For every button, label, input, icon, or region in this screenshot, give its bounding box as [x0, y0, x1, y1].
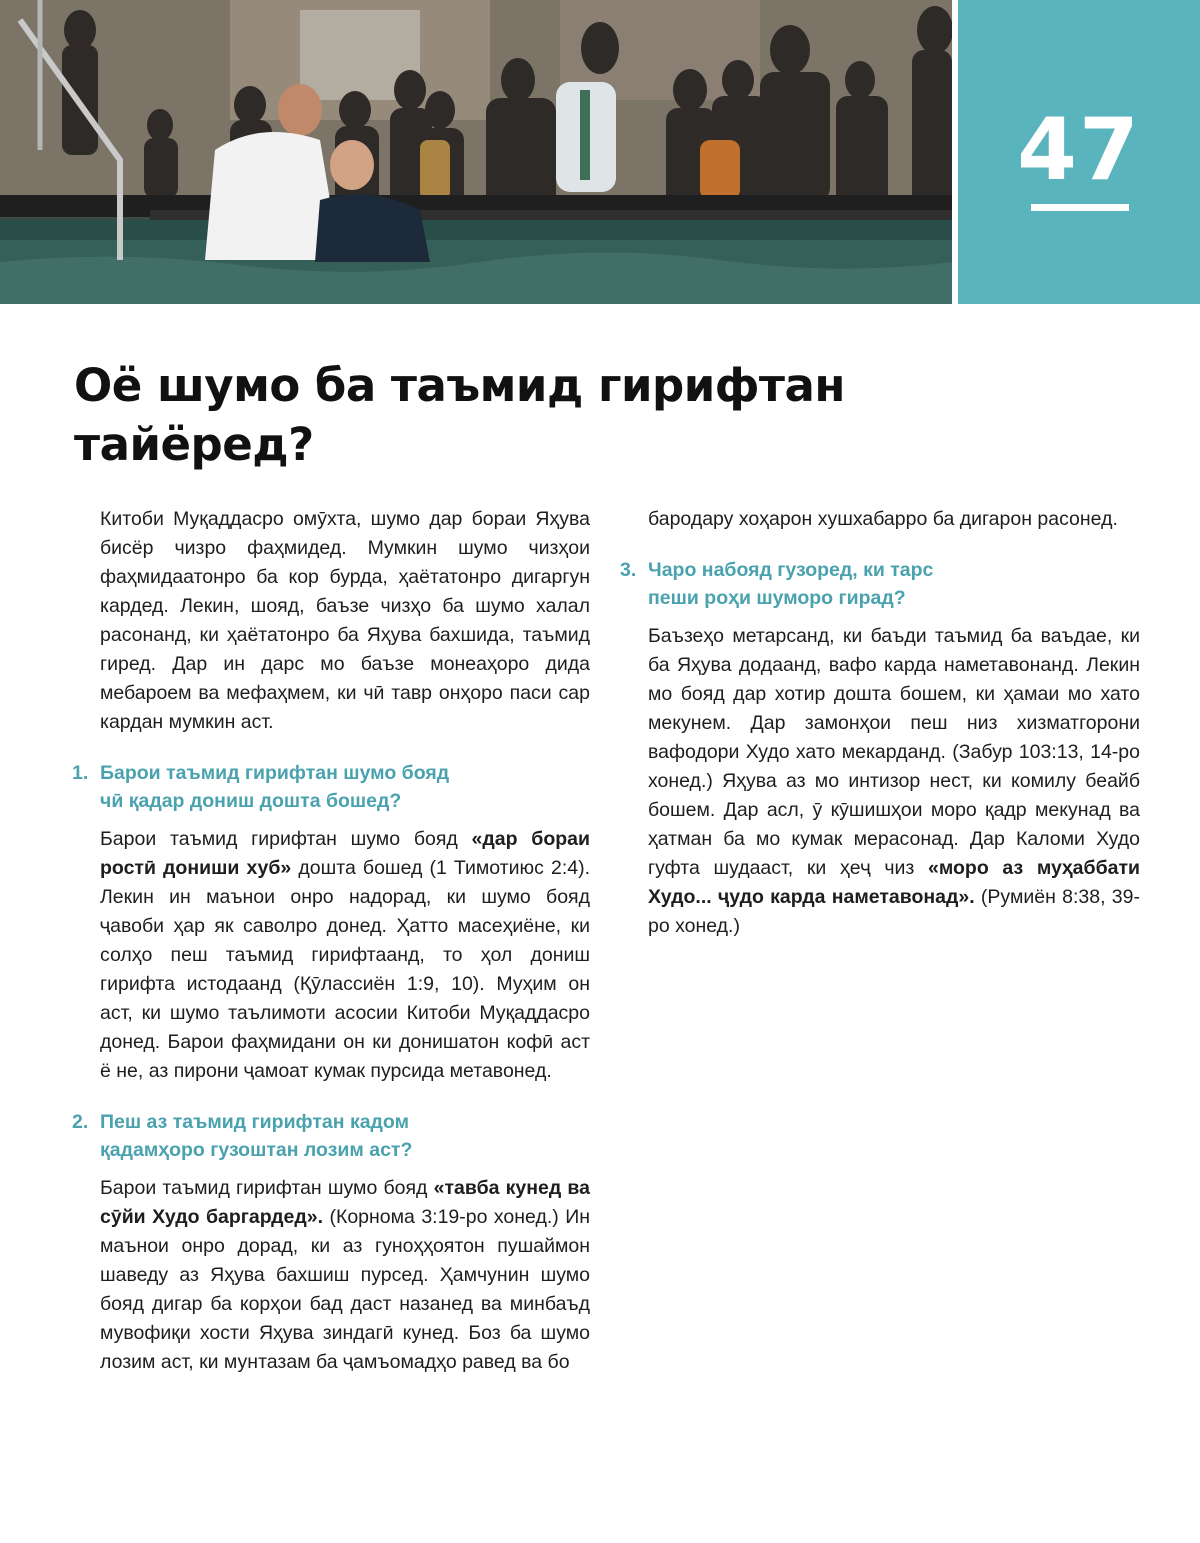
section-2-paragraph [72, 1174, 590, 1377]
baptism-photo-illustration [0, 0, 952, 304]
right-column [620, 505, 1140, 941]
section-2-question-line2: қадамҳоро гузоштан лозим аст? [100, 1139, 413, 1161]
section-2-text-start: Барои таъмид гирифтан шумо бояд [100, 1177, 434, 1199]
section-3-text-start: Баъзеҳо метарсанд, ки баъди таъмид ба ваъдае, ки ба Яҳува додаанд, вафо карда наметавонанд. Лекин мо бояд дар хотир дошта бошем, ки ҳамаи мо хато мекунем. Дар замонҳои пеш низ хизматгорони вафодори Худо хато мекарданд. (Забур 103:13, 14-ро хонед.) Яҳува аз мо интизор нест, ки комилу беайб бошем. Дар асл, ӯ кӯшишҳои моро қадр мекунад ва ҳатман ба мо кумак мерасонад. Дар Каломи Худо гуфта шудааст, ки ҳеҷ чиз [648, 625, 1140, 879]
page-title-line2: тайёред? [74, 418, 314, 471]
section-2-continuation [620, 505, 1140, 534]
section-1-question [72, 759, 590, 815]
section-2-question-line1: Пеш аз таъмид гирифтан кадом [100, 1111, 410, 1133]
hero-photo [0, 0, 952, 304]
lesson-number: 47 [1017, 100, 1141, 200]
section-1-text-start: Барои таъмид гирифтан шумо бояд [100, 828, 472, 850]
section-2-text-end: (Корнома 3:19-ро хонед.) Ин маънои онро дорад, ки аз гуноҳҳоятон пушаймон шаведу аз Яҳува бахшиш пурсед. Ҳамчунин шумо бояд дигар ба корҳои бад даст назанед ва минбаъд мувофиқи хости Яҳува зиндагӣ кунед. Боз ба шумо лозим аст, ки мунтазам ба ҷамъомадҳо равед ва бо [100, 1206, 590, 1373]
section-3-text-end: (Румиён 8:38, 39-ро хонед.) [648, 886, 1140, 937]
section-3-paragraph [620, 622, 1140, 941]
section-2-number: 2. [72, 1111, 89, 1133]
section-1-question-line1: Барои таъмид гирифтан шумо бояд [100, 762, 450, 784]
section-1-scripture-quote: «дар бораи ростӣ дониши хуб» [100, 828, 590, 879]
section-1-text-end: дошта бошед (1 Тимотиюс 2:4). Лекин ин маънои онро надорад, ки шумо бояд ҷавоби ҳар як саволро донед. Ҳатто масеҳиёне, ки солҳо пеш таъмид гирифтаанд, то ҳол дониш гирифта истодаанд (Қӯлассиён 1:9, 10). Муҳим он аст, ки шумо таълимоти асосии Китоби Муқаддасро донед. Барои фаҳмидани он ки донишатон кофӣ аст ё не, аз пирони ҷамоат кумак пурсида метавонед. [100, 857, 590, 1082]
section-1-paragraph [72, 825, 590, 1086]
section-1-question-line2: чӣ қадар дониш дошта бошед? [100, 790, 402, 812]
section-3-scripture-quote: «моро аз муҳаббати Худо... ҷудо карда наметавонад». [648, 857, 1140, 908]
section-1-number: 1. [72, 762, 89, 784]
intro-paragraph: Китоби Муқаддасро омӯхта, шумо дар бораи Яҳува бисёр чизро фаҳмидед. Мумкин шумо чизҳои фаҳмидаатонро ба кор бурда, ҳаётатонро дигаргун кардед. Лекин, шояд, баъзе чизҳо ба шумо халал расонанд, ки ҳаётатонро ба Яҳува бахшида, таъмид гиред. Дар ин дарс мо баъзе монеаҳоро дида мебароем ва мефаҳмем, ки чӣ тавр онҳоро паси сар кардан мумкин аст. [100, 508, 590, 733]
lesson-number-box [958, 0, 1200, 304]
section-2-paragraph-continued: бародару хоҳарон хушхабарро ба дигарон расонед. [648, 508, 1118, 530]
section-2-scripture-quote: «тавба кунед ва сӯйи Худо баргардед». [100, 1177, 590, 1228]
lesson-number-underline [1031, 204, 1129, 211]
section-2-question [72, 1108, 590, 1164]
section-3-question [620, 556, 1140, 612]
page-title [74, 356, 934, 474]
section-3-question-line2: пеши роҳи шуморо гирад? [648, 587, 906, 609]
left-column [72, 505, 590, 1377]
section-3-question-line1: Чаро набояд гузоред, ки тарс [648, 559, 934, 581]
page-title-line1: Оё шумо ба таъмид гирифтан [74, 359, 845, 412]
section-3-number: 3. [620, 559, 637, 581]
